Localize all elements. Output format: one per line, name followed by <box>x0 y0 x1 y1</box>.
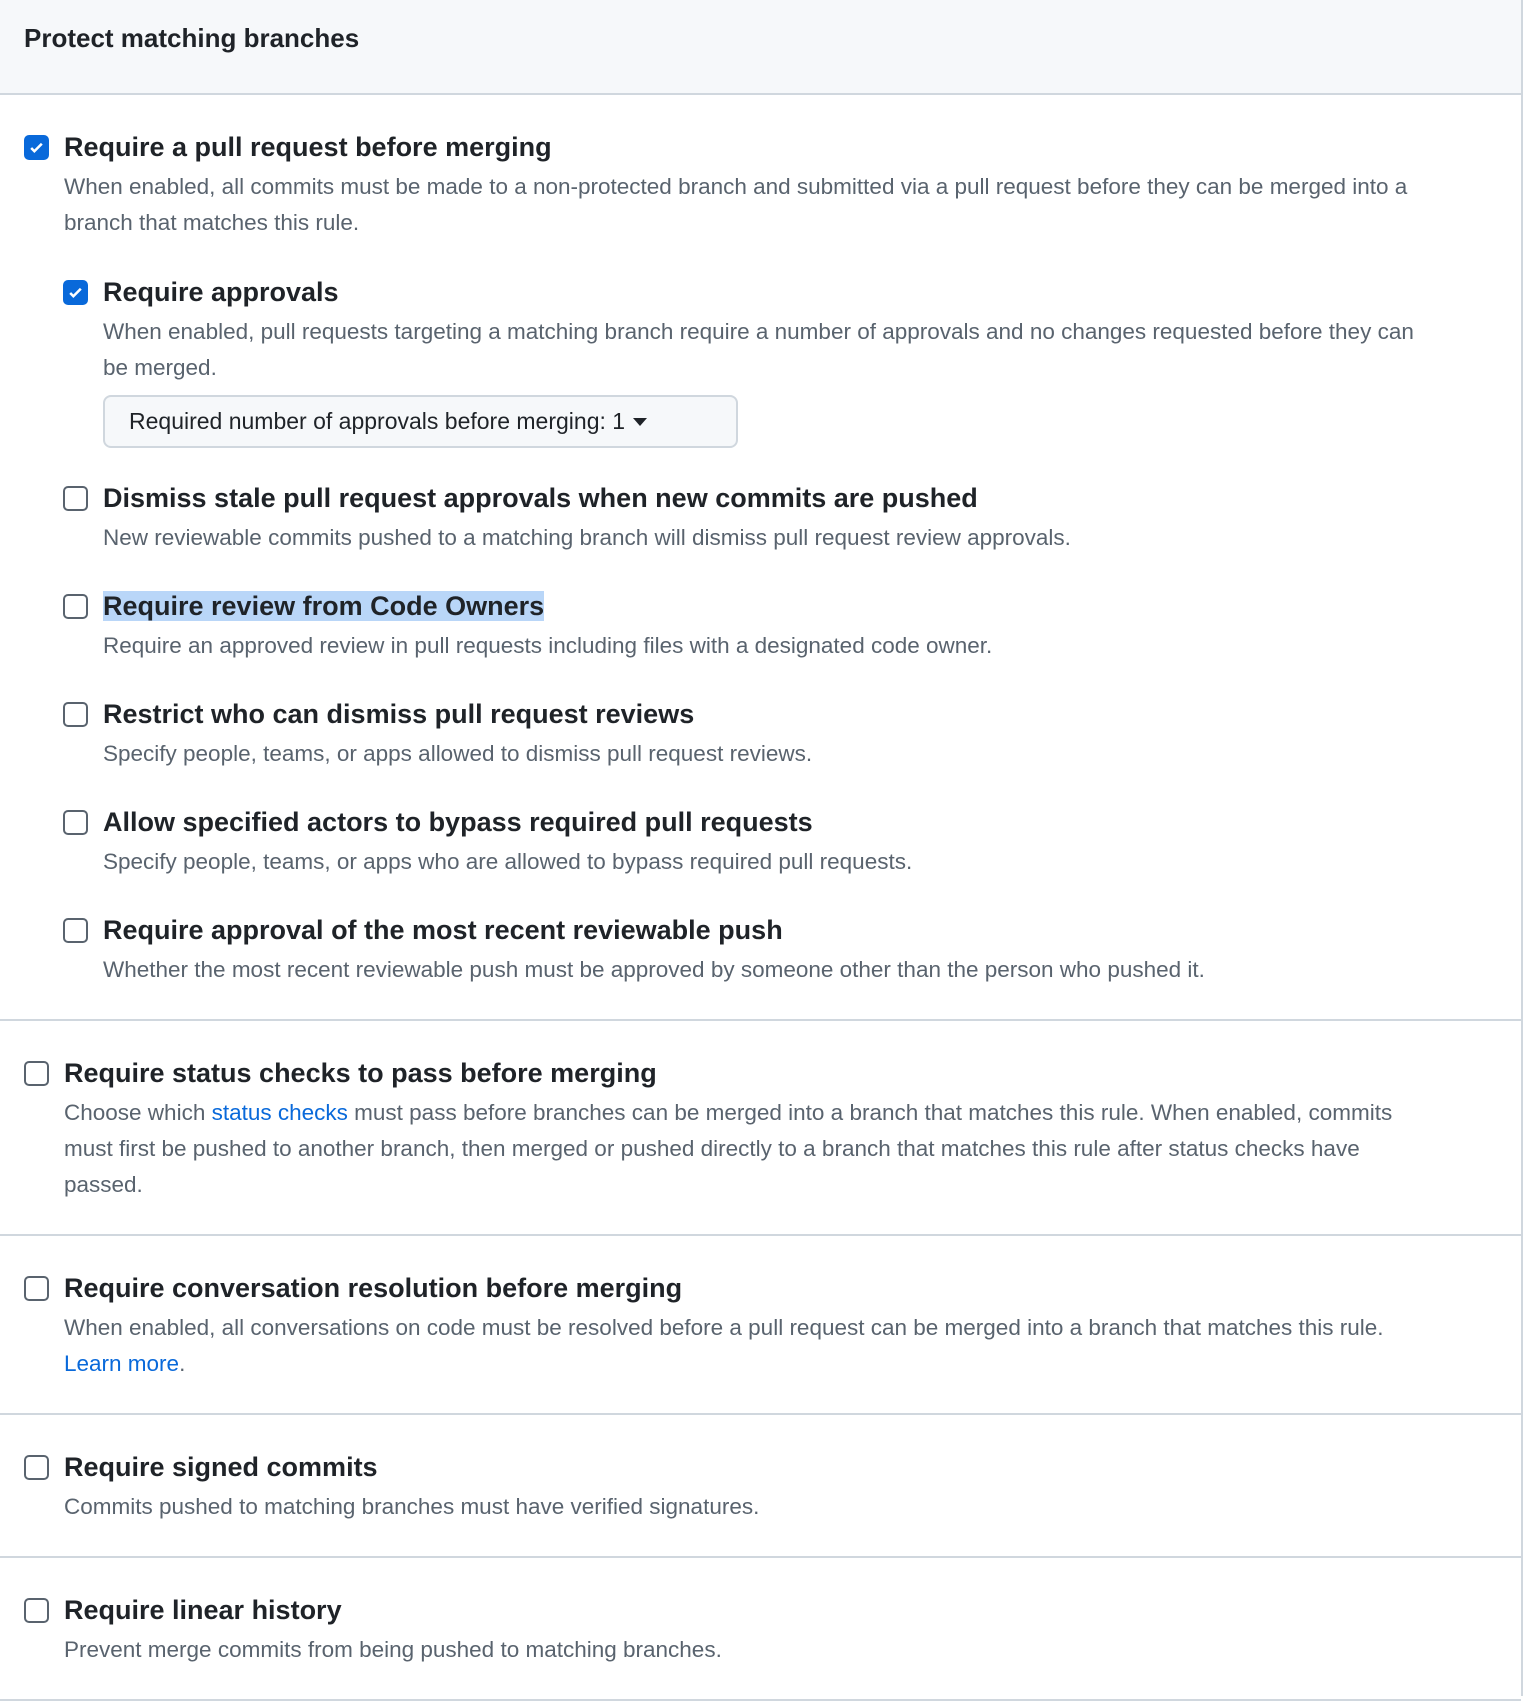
status-checks-link[interactable]: status checks <box>211 1100 348 1125</box>
option-title[interactable]: Require approval of the most recent reviewable push <box>103 915 783 945</box>
checkbox-allow-bypass[interactable] <box>63 810 88 835</box>
panel-header <box>0 0 1521 95</box>
caret-down-icon <box>633 418 647 426</box>
checkbox-dismiss-stale-approvals[interactable] <box>63 486 88 511</box>
section-require-pull-request <box>0 95 1521 1021</box>
option-description: New reviewable commits pushed to a matching branch will dismiss pull request review approvals. <box>103 525 1071 550</box>
option-title[interactable]: Require linear history <box>64 1595 342 1625</box>
option-title[interactable]: Dismiss stale pull request approvals when new commits are pushed <box>103 483 978 513</box>
panel-title: Protect matching branches <box>24 23 360 53</box>
option-title[interactable]: Require signed commits <box>64 1452 378 1482</box>
checkbox-recent-push-approval[interactable] <box>63 918 88 943</box>
checkbox-require-code-owners[interactable] <box>63 594 88 619</box>
checkbox-conversation-resolution[interactable] <box>24 1276 49 1301</box>
option-description: Commits pushed to matching branches must have verified signatures. <box>64 1494 760 1519</box>
option-description: Prevent merge commits from being pushed to matching branches. <box>64 1637 722 1662</box>
checkbox-linear-history[interactable] <box>24 1598 49 1623</box>
section-signed-commits <box>0 1415 1521 1558</box>
section-conversation-resolution <box>0 1236 1521 1415</box>
check-icon <box>28 139 45 156</box>
option-description: When enabled, all conversations on code must be resolved before a pull request can be merged into a branch that matches this rule. Learn more. <box>64 1315 1384 1376</box>
learn-more-link[interactable]: Learn more <box>64 1351 180 1376</box>
option-title[interactable]: Require review from Code Owners <box>103 591 545 621</box>
option-title[interactable]: Require a pull request before merging <box>64 132 552 162</box>
option-title[interactable]: Require approvals <box>103 277 339 307</box>
checkbox-require-approvals[interactable] <box>63 280 88 305</box>
option-description: Choose which status checks must pass before branches can be merged into a branch that matches this rule. When enabled, commits must first be pushed to another branch, then merged or pushed directly to a branch that matches this rule after status checks have passed. <box>64 1100 1393 1197</box>
option-title[interactable]: Require conversation resolution before merging <box>64 1273 683 1303</box>
dropdown-label: Required number of approvals before merging: 1 <box>129 408 626 434</box>
option-description: Specify people, teams, or apps allowed to dismiss pull request reviews. <box>103 741 813 766</box>
check-icon <box>67 284 84 301</box>
section-status-checks <box>0 1021 1521 1236</box>
checkbox-restrict-dismiss[interactable] <box>63 702 88 727</box>
checkbox-signed-commits[interactable] <box>24 1455 49 1480</box>
option-description: Specify people, teams, or apps who are allowed to bypass required pull requests. <box>103 849 913 874</box>
option-description: When enabled, pull requests targeting a matching branch require a number of approvals and no changes requested before they can be merged. <box>103 319 1414 380</box>
checkbox-status-checks[interactable] <box>24 1061 49 1086</box>
option-title[interactable]: Restrict who can dismiss pull request reviews <box>103 699 695 729</box>
checkbox-require-pull-request[interactable] <box>24 135 49 160</box>
option-description: Require an approved review in pull requests including files with a designated code owner. <box>103 633 993 658</box>
option-description: Whether the most recent reviewable push must be approved by someone other than the person who pushed it. <box>103 957 1205 982</box>
section-linear-history <box>0 1558 1521 1701</box>
option-title[interactable]: Require status checks to pass before merging <box>64 1058 657 1088</box>
approvals-count-dropdown[interactable] <box>103 395 738 448</box>
option-description: When enabled, all commits must be made to a non-protected branch and submitted via a pull request before they can be merged into a branch that matches this rule. <box>64 174 1408 235</box>
option-title[interactable]: Allow specified actors to bypass required pull requests <box>103 807 813 837</box>
